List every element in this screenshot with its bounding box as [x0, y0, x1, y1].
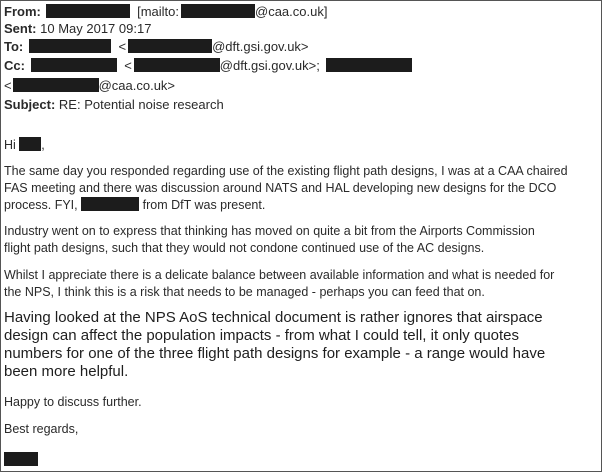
- from-label: From:: [4, 4, 41, 19]
- subject-line: [4, 97, 224, 113]
- from-domain: @caa.co.uk]: [255, 4, 328, 19]
- paragraph-5: Happy to discuss further.: [4, 395, 142, 409]
- p1-line-3b: from DfT was present.: [142, 198, 266, 212]
- p1-line-1: The same day you responded regarding use of the existing flight path designs, I was at a CAA chaired: [4, 164, 568, 178]
- greeting-text: Hi: [4, 138, 16, 152]
- cc-lt: <: [124, 58, 132, 73]
- signature-redaction-box: [4, 452, 38, 466]
- to-lt: <: [118, 39, 127, 54]
- sent-value: 10 May 2017 09:17: [40, 21, 152, 36]
- sent-line: [4, 21, 151, 37]
- from-line: [4, 4, 327, 20]
- p2-line-2: flight path designs, such that they would not condone continued use of the AC designs.: [4, 241, 485, 255]
- p3-line-2: the NPS, I think this is a risk that needs to be managed - perhaps you can feed that on.: [4, 285, 485, 299]
- cc-line: [4, 58, 412, 74]
- redaction-box: [181, 4, 255, 18]
- to-domain: @dft.gsi.gov.uk>: [212, 39, 309, 54]
- p4-line-3: numbers for one of the three flight path designs for example - a range would have: [4, 345, 546, 362]
- p1-line-2: FAS meeting and there was discussion around NATS and HAL developing new designs for the DCO: [4, 181, 557, 195]
- redaction-box: [13, 78, 99, 92]
- redaction-box: [81, 197, 139, 211]
- subject-value: RE: Potential noise research: [58, 97, 224, 112]
- redaction-box: [31, 58, 117, 72]
- p4-line-4: been more helpful.: [4, 363, 129, 380]
- paragraph-2: [4, 223, 535, 257]
- p2-line-1: Industry went on to express that thinking has moved on quite a bit from the Airports Commission: [4, 224, 535, 238]
- greeting: [4, 137, 45, 154]
- p3-line-1: Whilst I appreciate there is a delicate balance between available information and what is needed for: [4, 268, 555, 282]
- p4-line-2: design can affect the population impacts - from what I could tell, it only quotes: [4, 327, 520, 344]
- from-mailto-prefix: [mailto:: [137, 4, 179, 19]
- cc2-domain: @caa.co.uk>: [98, 78, 176, 93]
- cc2-lt: <: [4, 78, 12, 93]
- paragraph-3: [4, 267, 554, 301]
- p4-line-1: Having looked at the NPS AoS technical document is rather ignores that airspace: [4, 309, 543, 326]
- p1-line-3a: process. FYI,: [4, 198, 78, 212]
- redaction-box: [326, 58, 412, 72]
- to-label: To:: [4, 39, 24, 54]
- redaction-box: [19, 137, 41, 151]
- greeting-comma: ,: [41, 138, 45, 152]
- cc-domain: @dft.gsi.gov.uk>;: [219, 58, 320, 73]
- paragraph-4: [4, 309, 545, 381]
- to-line: [4, 39, 309, 55]
- sign-off: Best regards,: [4, 422, 79, 436]
- redaction-box: [128, 39, 212, 53]
- cc-line-2: [4, 78, 175, 94]
- redaction-box: [46, 4, 130, 18]
- subject-label: Subject:: [4, 97, 56, 112]
- redaction-box: [29, 39, 111, 53]
- cc-label: Cc:: [4, 58, 25, 73]
- sent-label: Sent:: [4, 21, 37, 36]
- redaction-box: [134, 58, 220, 72]
- paragraph-1: [4, 163, 568, 214]
